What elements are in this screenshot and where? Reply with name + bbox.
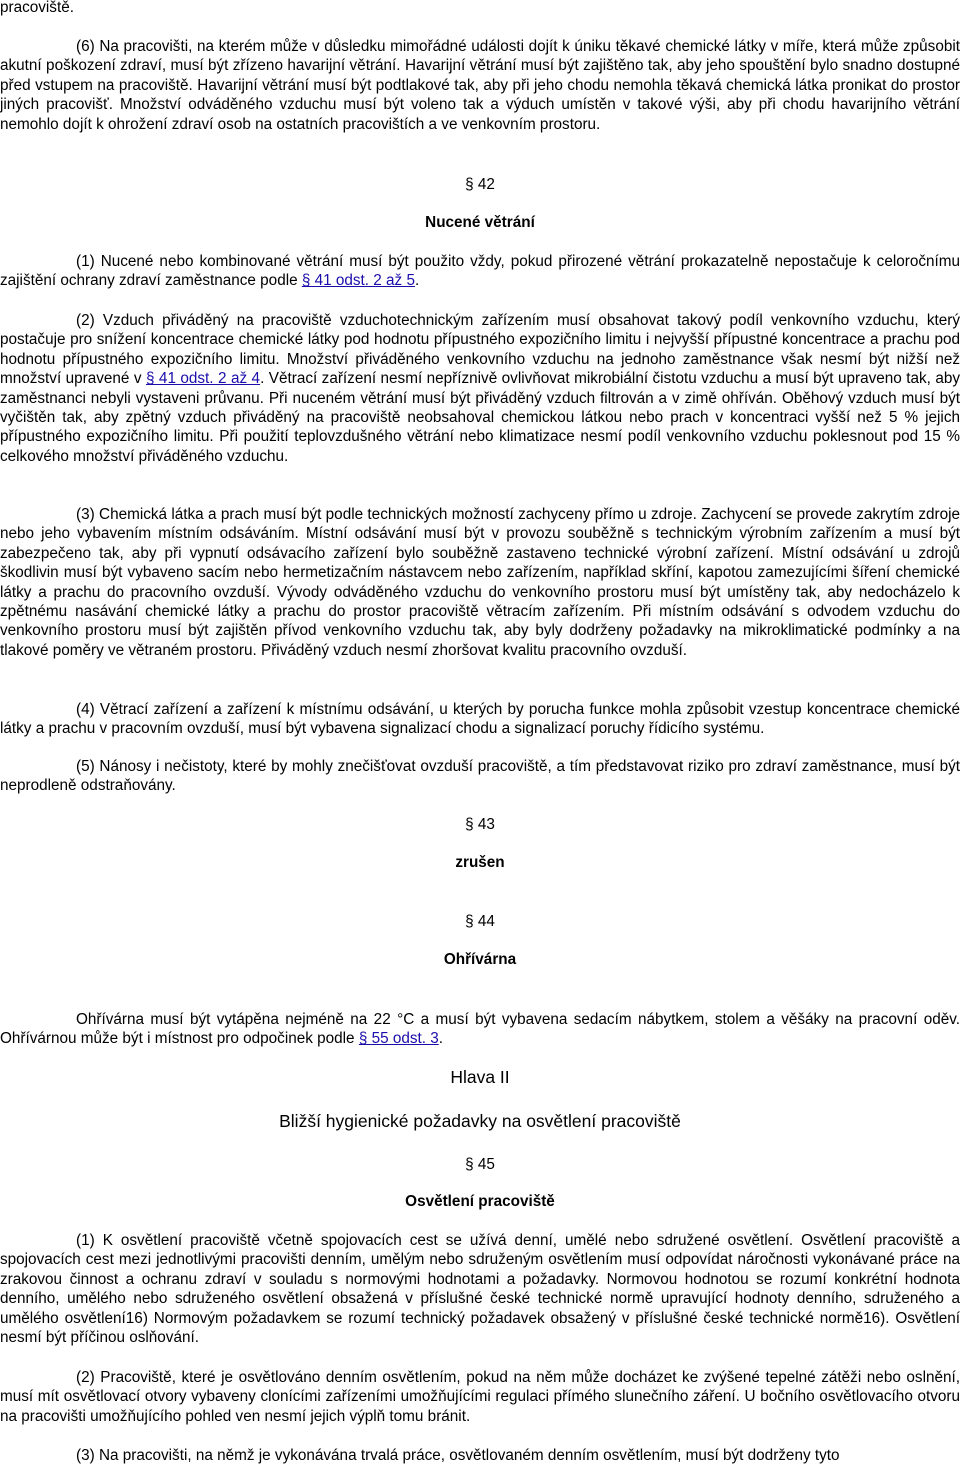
s42-p1-text: (1) Nucené nebo kombinované větrání musí být použito vždy, pokud přirozené větrání prokazatelně nepostačuje k celoročnímu zajištění ochrany zdraví zaměstnance podle	[0, 253, 960, 290]
s44-text: Ohřívárna musí být vytápěna nejméně na 22 °C a musí být vybavena sedacím nábytkem, stolem a věšáky na pracovní oděv. Ohřívárnou může být i místnost pro odpočinek podle	[0, 1011, 960, 1048]
s42-paragraph-4: (4) Větrací zařízení a zařízení k místnímu odsávání, u kterých by porucha funkce mohla způsobit vzestup koncentrace chemické látky a prachu v pracovním ovzduší, musí být vybavena signalizací chodu a signalizací poruchy řídicího systému.	[0, 701, 960, 738]
link-s41-odst-2-4[interactable]: § 41 odst. 2 až 4	[145, 370, 261, 388]
section-45-title: Osvětlení pracoviště	[405, 1193, 555, 1210]
section-44-number: § 44	[465, 913, 495, 930]
s44-paragraph	[0, 1010, 960, 1049]
link-s55-odst-3[interactable]: § 55 odst. 3	[358, 1030, 439, 1048]
s45-paragraph-3: (3) Na pracovišti, na němž je vykonávána trvalá práce, osvětlovaném denním osvětlením, musí být dodrženy tyto	[76, 1447, 840, 1464]
s44-end: .	[438, 1030, 444, 1048]
section-42-title: Nucené větrání	[425, 214, 535, 231]
s42-p2-text: (2) Vzduch přiváděný na pracoviště vzduchotechnickým zařízením musí obsahovat takový podíl venkovního vzduchu, který postačuje pro snížení koncentrace chemické látky pod hodnotu přípustného expozičního limitu i nejvyšší přípustné koncentrace a prachu pod hodnotu přípustného expozičního limitu. Množství přiváděného venkovního vzduchu na jednoho zaměstnance však nesmí být nižší než množství upravené v	[0, 312, 960, 388]
s42-paragraph-3: (3) Chemická látka a prach musí být podle technických možností zachyceny přímo u zdroje. Zachycení se provede zakrytím zdroje nebo jeho vybavením místním odsáváním. Místní odsávání musí být v provozu souběžně s technickým výrobním zařízením a musí být zabezpečeno tak, aby při vypnutí odsávacího zařízení bylo souběžně zastaveno technické výrobní zařízení. Místní odsávání u zdrojů škodlivin musí být vybaveno sacím nebo hermetizačním nástavcem nebo zařízením, například skříní, kapotou zamezujícími šíření chemické látky a prachu do pracovního ovzduší. Vývody odváděného vzduchu do venkovního prostoru musí být umístěny tak, aby nedocházelo k zpětnému nasávání chemické látky a prachu do prostor pracoviště větracím zařízením. Při místním odsávání s odvodem vzduchu do venkovního prostoru musí být zajištěn přívod venkovního vzduchu tak, aby byly dodrženy požadavky na mikroklimatické podmínky a na tlakové poměry ve větraném prostoru. Přiváděný vzduch nesmí zhoršovat kvalitu pracovního ovzduší.	[0, 506, 960, 659]
section-43-number: § 43	[465, 816, 495, 833]
s42-p1-end: .	[414, 272, 420, 290]
s42-paragraph-2	[0, 311, 960, 466]
s42-p2-end: . Větrací zařízení nesmí nepříznivě ovlivňovat mikrobiální čistotu vzduchu a musí být upraveno tak, aby zaměstnanci nebyli vystaveni průvanu. Při nuceném větrání musí být přiváděný vzduch filtrován a v zimě ohříván. Oběhový vzduch musí být vyčištěn tak, aby zpětný vzduch přiváděný na pracoviště neobsahoval chemickou látkou nebo prach v koncentraci vyšší než 5 % jejich přípustného expozičního limitu. Při použití teplovzdušného větrání nebo klimatizace nesmí podíl venkovního vzduchu poklesnout pod 15 % celkového množství přiváděného vzduchu.	[0, 370, 960, 465]
s45-paragraph-1: (1) K osvětlení pracoviště včetně spojovacích cest se užívá denní, umělé nebo sdružené osvětlení. Osvětlení pracoviště a spojovacích cest mezi jednotlivými pracovišti denním, umělým nebo sdruženým osvětlením musí odpovídat náročnosti vykonávané práce na zrakovou činnost a ochranu zdraví v souladu s normovými hodnotami a požadavky. Normovou hodnotou se rozumí konkrétní hodnota denního, umělého nebo sdruženého osvětlení obsažená v příslušné české technické normě upravující hodnoty denního, sdruženého a umělého osvětlení16) Normovým požadavkem se rozumí technický požadavek obsažený v příslušné české technické normě16). Osvětlení nesmí být příčinou oslňování.	[0, 1232, 960, 1347]
section-44-title: Ohřívárna	[443, 951, 517, 968]
s45-paragraph-2: (2) Pracoviště, které je osvětlováno denním osvětlením, pokud na něm může docházet ke zvýšené tepelné zátěži nebo oslnění, musí mít osvětlovací otvory vybaveny clonícími zařízeními umožňujícími regulaci přímého slunečního záření. U bočního osvětlovacího otvoru na pracovišti umožňujícího pohled ven nesmí jejich výplň tomu bránit.	[0, 1369, 960, 1425]
section-42-number: § 42	[465, 176, 495, 193]
link-s41-odst-2-5[interactable]: § 41 odst. 2 až 5	[301, 272, 415, 290]
s42-paragraph-5: (5) Nánosy i nečistoty, které by mohly znečišťovat ovzduší pracoviště, a tím představovat riziko pro zdraví zaměstnance, musí být neprodleně odstraňovány.	[0, 758, 960, 795]
hlava-title: Bližší hygienické požadavky na osvětlení pracoviště	[279, 1111, 681, 1131]
top-fragment: pracoviště.	[0, 0, 74, 16]
hlava-number: Hlava II	[450, 1067, 510, 1087]
paragraph-6: (6) Na pracovišti, na kterém může v důsledku mimořádné události dojít k úniku těkavé chemické látky v míře, která může způsobit akutní poškození zdraví, musí být zřízeno havarijní větrání. Havarijní větrání musí být zajištěno tak, aby jeho spouštění bylo snadno dostupné před vstupem na pracoviště. Havarijní větrání musí být podtlakové tak, aby při jeho chodu nemohla těkavá chemická látka pronikat do prostor jiných pracovišť. Množství odváděného vzduchu musí být voleno tak a výduch umístěn v takové výši, aby při chodu havarijního větrání nemohlo dojít k ohrožení zdraví osob na ostatních pracovištích a ve venkovním prostoru.	[0, 38, 960, 133]
section-45-number: § 45	[465, 1156, 495, 1173]
s42-paragraph-1	[0, 252, 960, 291]
section-43-title: zrušen	[455, 854, 505, 871]
